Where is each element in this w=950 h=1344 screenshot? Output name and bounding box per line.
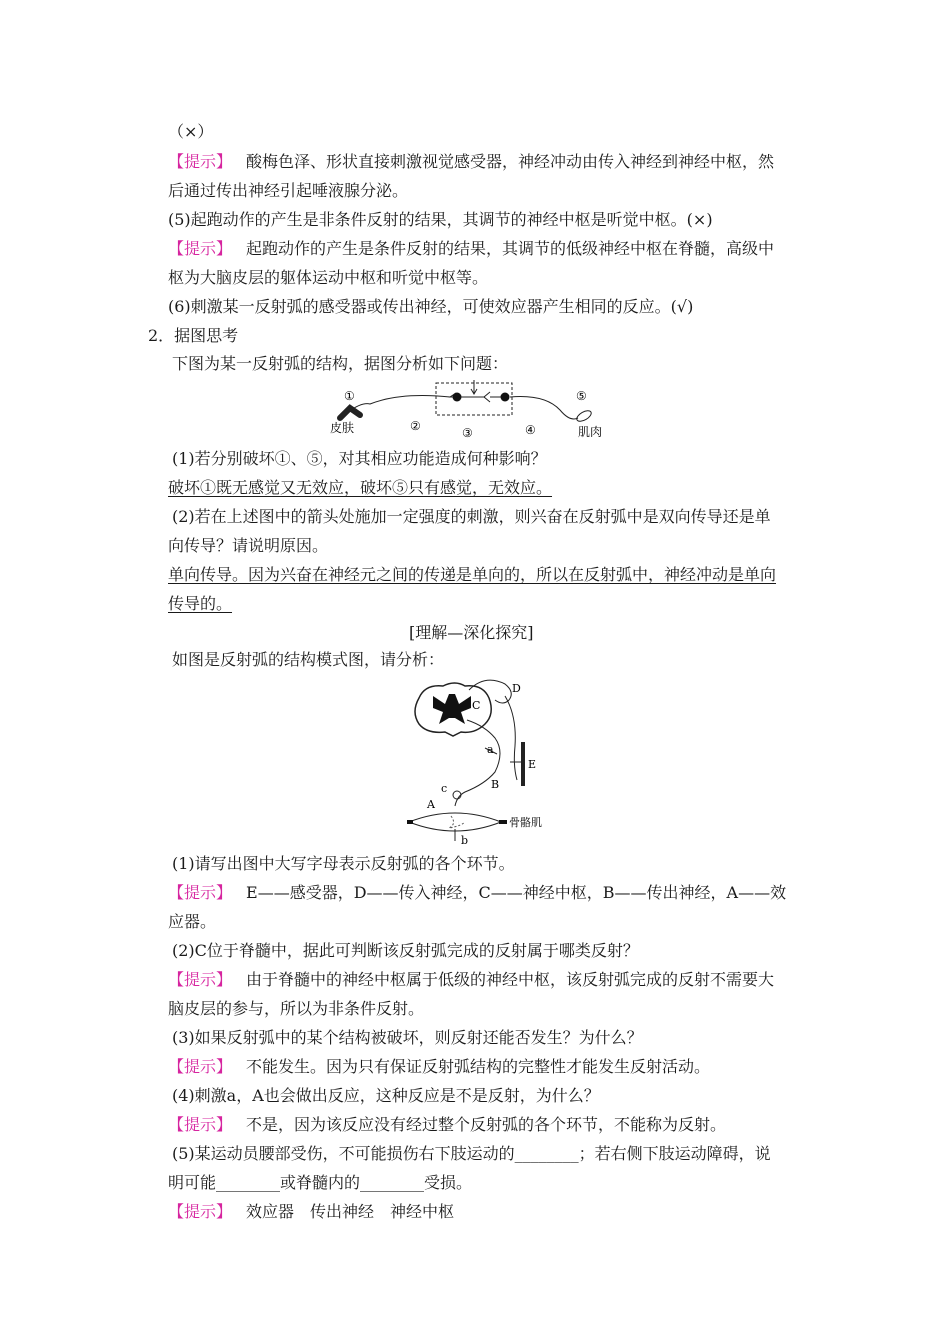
section-heading: 2．据图思考 [148,326,239,345]
hint-label: 【提示】 [168,239,233,258]
label-skin: 皮肤 [330,421,355,435]
hint-line [168,1114,726,1136]
afferent-nerve [348,396,450,412]
label-B: B [491,778,500,791]
hint-text: E——感受器，D——传入神经，C——神经中枢，B——传出神经，A——效 [246,883,787,902]
question-6: (6)刺激某一反射弧的感受器或传出神经，可使效应器产生相同的反应。(√) [168,297,694,316]
hint-text: 由于脊髓中的神经中枢属于低级的神经中枢，该反射弧完成的反射不需要大 [246,970,775,989]
spinal-reflex-figure [405,676,565,850]
label-a: a [487,743,494,756]
hint-text: 不能发生。因为只有保证反射弧结构的完整性才能发生反射活动。 [246,1057,711,1076]
neuron-body [501,393,510,402]
section-subheading: [理解—深化探究] [409,623,534,642]
question-1: (1)若分别破坏①、⑤，对其相应功能造成何种影响？ [172,449,547,468]
text-line: 下图为某一反射弧的结构，据图分析如下问题： [172,354,509,373]
reflex-arc-figure [330,380,610,442]
question-5: (5)某运动员腰部受伤，不可能损伤右下肢运动的________；若右侧下肢运动障碍，说 [172,1144,771,1163]
answer-text: 单向传导。因为兴奋在神经元之间的传递是单向的，所以在反射弧中，神经冲动是单向 [168,565,777,584]
question-1: (1)请写出图中大写字母表示反射弧的各个环节。 [172,854,515,873]
label-2: ② [410,419,421,433]
answer-text: 破坏①既无感觉又无效应，破坏⑤只有感觉，无效应。 [168,478,553,497]
muscle-effector [575,409,593,424]
label-muscle: 骨骼肌 [509,816,542,829]
hint-line [168,882,786,904]
hint-line [168,238,774,260]
efferent-nerve [455,720,500,806]
answer-text: 传导的。 [168,594,233,613]
label-muscle: 肌肉 [578,425,603,439]
label-1: ① [344,389,355,403]
text-line: 后通过传出神经引起唾液腺分泌。 [168,181,409,200]
hint-text: 效应器 传出神经 神经中枢 [246,1202,455,1221]
question-4: (4)刺激a，A也会做出反应，这种反应是不是反射，为什么？ [172,1086,600,1105]
efferent-nerve [510,397,578,419]
hint-label: 【提示】 [168,152,233,171]
text-line: 枢为大脑皮层的躯体运动中枢和听觉中枢等。 [168,268,489,287]
neuron-body [453,393,462,402]
label-3: ③ [462,426,473,440]
label-A: A [427,798,435,811]
hint-line [168,969,774,991]
label-E: E [528,758,537,771]
hint-text: 起跑动作的产生是条件反射的结果，其调节的低级神经中枢在脊髓，高级中 [246,239,775,258]
receptor-skin [340,408,360,418]
hint-label: 【提示】 [168,1115,233,1134]
text-line: 向传导？请说明原因。 [168,536,329,555]
text-line: 如图是反射弧的结构模式图，请分析： [172,650,445,669]
question-5: (5)起跑动作的产生是非条件反射的结果，其调节的神经中枢是听觉中枢。(×) [168,210,713,229]
hint-label: 【提示】 [168,1057,233,1076]
question-2: (2)若在上述图中的箭头处施加一定强度的刺激，则兴奋在反射弧中是双向传导还是单 [172,507,771,526]
afferent-nerve [505,696,517,780]
question-3: (3)如果反射弧中的某个结构被破坏，则反射还能否发生？为什么？ [172,1028,643,1047]
hint-line [168,1056,710,1078]
hint-text: 不是，因为该反应没有经过整个反射弧的各个环节，不能称为反射。 [246,1115,727,1134]
skeletal-muscle [409,813,501,831]
text-line: 应器。 [168,912,217,931]
question-2: (2)C位于脊髓中，据此可判断该反射弧完成的反射属于哪类反射？ [172,941,639,960]
hint-text: 酸梅色泽、形状直接刺激视觉感受器，神经冲动由传入神经到神经中枢，然 [246,152,775,171]
label-5: ⑤ [576,389,587,403]
label-4: ④ [525,423,536,437]
text-line: 脑皮层的参与，所以为非条件反射。 [168,999,425,1018]
label-D: D [512,682,521,695]
text-line: 明可能________或脊髓内的________受损。 [168,1173,473,1192]
label-c: c [441,782,448,795]
hint-line [168,151,774,173]
answer-mark: （×） [168,122,214,141]
hint-label: 【提示】 [168,1202,233,1221]
label-C: C [472,699,481,712]
label-b: b [461,834,469,847]
hint-label: 【提示】 [168,883,233,902]
hint-label: 【提示】 [168,970,233,989]
hint-line [168,1201,454,1223]
